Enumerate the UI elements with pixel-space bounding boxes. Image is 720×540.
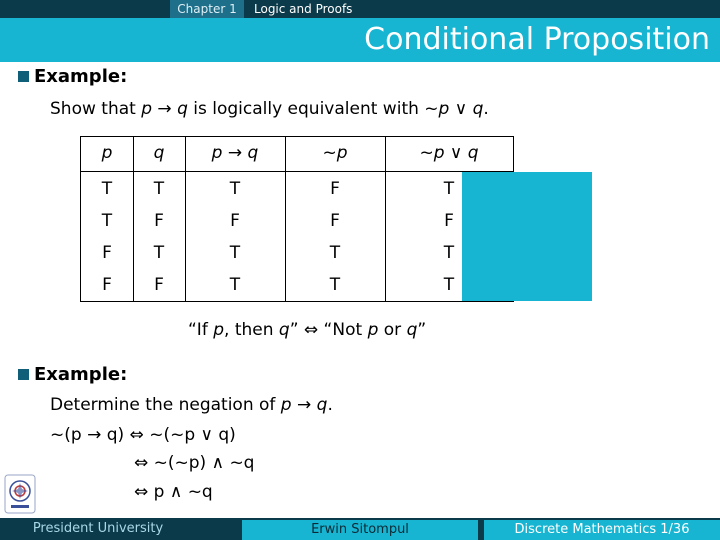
statement-op: ∨ [449,99,473,119]
example2-statement [50,395,333,415]
derivation-line-1: ~(p → q) ⇔ ~(~p ∨ q) [50,425,236,445]
header-cell: ~p ∨ q [419,143,479,163]
table-cell: F [230,211,240,231]
statement-var: p [438,99,450,119]
chapter-strip [0,0,720,18]
truth-table-header [81,137,513,172]
caption-text: “If [188,320,214,340]
table-cell: F [330,211,340,231]
statement-text: Determine the negation of [50,395,281,415]
bullet-icon [18,369,29,380]
caption-text: ” [417,320,427,340]
caption-text: ” ⇔ “Not [289,320,368,340]
truth-table [80,136,514,302]
table-cell: T [443,275,455,295]
table-cell: T [229,179,241,199]
table-cell: T [329,243,341,263]
table-cell: F [102,243,112,263]
statement-op: → [152,99,178,119]
table-cell: F [330,179,340,199]
table-cell: T [443,179,455,199]
header-cell: p → q [211,143,259,163]
chapter-label: Chapter 1 [170,0,244,18]
table-cell: F [102,275,112,295]
chapter-title: Logic and Proofs [254,2,353,16]
equivalence-caption [188,320,426,340]
statement-text: . [327,395,333,415]
footer-university: President University [0,518,196,540]
statement-var: p [280,395,292,415]
table-cell: T [229,243,241,263]
example1-statement [50,99,489,119]
statement-op: → [291,395,317,415]
caption-var: q [406,320,418,340]
caption-var: p [213,320,225,340]
table-cell: F [154,211,164,231]
table-cell: T [101,211,113,231]
footer-author: Erwin Sitompul [242,520,478,540]
caption-text: , then [224,320,279,340]
statement-text: is logically equivalent with ~ [187,99,439,119]
statement-var: p [141,99,152,119]
derivation-line-3: ⇔ p ∧ ~q [134,482,213,502]
table-cell: T [153,243,165,263]
footer [0,518,720,540]
table-cell: T [443,243,455,263]
table-cell: T [229,275,241,295]
caption-text: or [378,320,407,340]
university-logo-icon [4,474,36,514]
bullet-icon [18,71,29,82]
statement-text: Show that [50,99,142,119]
statement-text: . [483,99,489,119]
table-cell: T [153,179,165,199]
example2-heading: Example: [34,364,128,385]
statement-var: q [472,99,484,119]
example1-heading: Example: [34,66,128,87]
header-cell: q [153,143,165,163]
table-cell: T [101,179,113,199]
table-cell: F [444,211,454,231]
title-bar [0,18,720,62]
table-cell: T [329,275,341,295]
slide-title: Conditional Proposition [364,22,710,57]
caption-var: p [367,320,379,340]
statement-var: q [177,99,188,119]
header-cell: ~p [322,143,348,163]
footer-course-page: Discrete Mathematics 1/36 [484,520,720,540]
statement-var: q [316,395,328,415]
caption-var: q [278,320,290,340]
derivation-line-2: ⇔ ~(~p) ∧ ~q [134,453,255,473]
table-cell: F [154,275,164,295]
header-cell: p [101,143,113,163]
